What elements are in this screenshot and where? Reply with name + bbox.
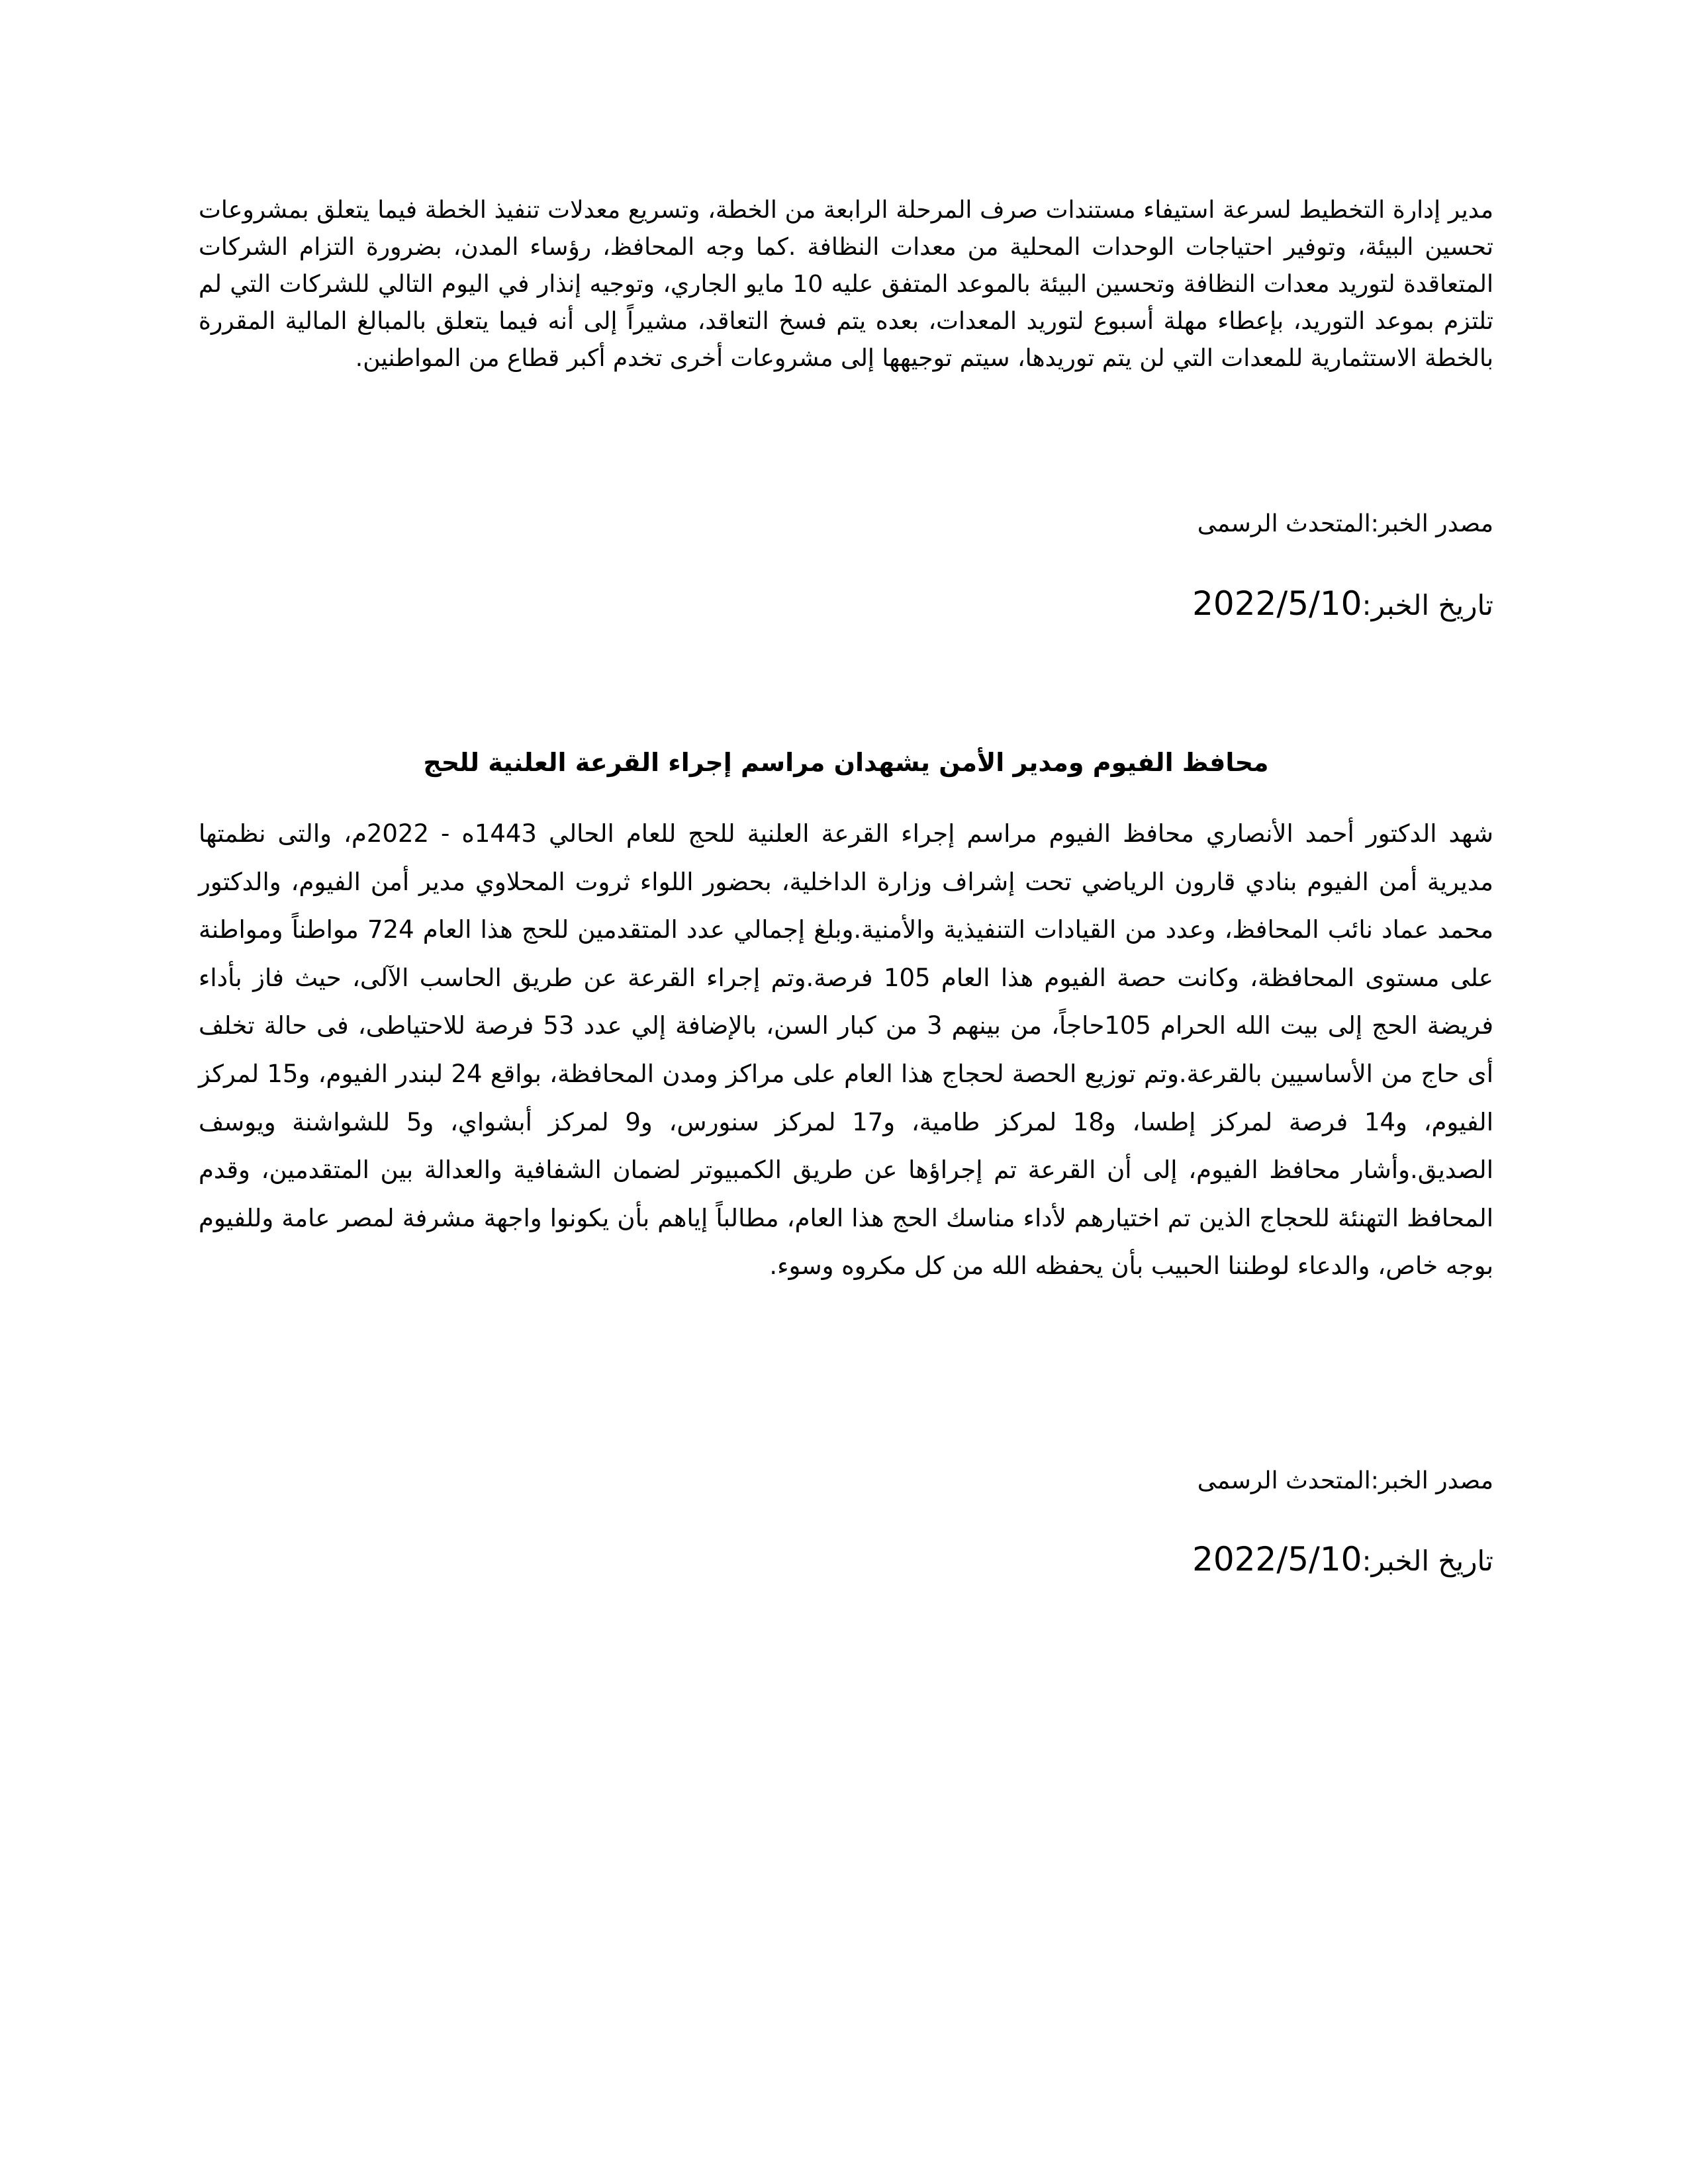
article-1-date-value: 2022/5/10 bbox=[1192, 584, 1362, 623]
article-2-date-label: تاريخ الخبر: bbox=[1362, 1545, 1493, 1577]
article-2-body: شهد الدكتور أحمد الأنصاري محافظ الفيوم مراسم إجراء القرعة العلنية للحج للعام الحالي 1443ه - 2022م، والتى نظمتها مديرية أمن الفيوم بنادي قارون الرياضي تحت إشراف وزارة الداخلية، بحضور اللواء ثروت المحلاوي مدير أمن الفيوم، والدكتور محمد عماد نائب المحافظ، وعدد من القيادات التنفيذية والأمنية.وبلغ إجمالي عدد المتقدمين للحج هذا العام 724 مواطناً ومواطنة على مستوى المحافظة، وكانت حصة الفيوم هذا العام 105 فرصة.وتم إجراء القرعة عن طريق الحاسب الآلى، حيث فاز بأداء فريضة الحج إلى بيت الله الحرام 105حاجاً، من بينهم 3 من كبار السن، بالإضافة إلي عدد 53 فرصة للاحتياطى، فى حالة تخلف أى حاج من الأساسيين بالقرعة.وتم توزيع الحصة لحجاج هذا العام على مراكز ومدن المحافظة، بواقع 24 لبندر الفيوم، و15 لمركز الفيوم، و14 فرصة لمركز إطسا، و18 لمركز طامية، و17 لمركز سنورس، و9 لمركز أبشواي، و5 للشواشنة ويوسف الصديق.وأشار محافظ الفيوم، إلى أن القرعة تم إجراؤها عن طريق الكمبيوتر لضمان الشفافية والعدالة بين المتقدمين، وقدم المحافظ التهنئة للحجاج الذين تم اختيارهم لأداء مناسك الحج هذا العام، مطالباً إياهم بأن يكونوا واجهة مشرفة لمصر عامة وللفيوم بوجه خاص، والدعاء لوطننا الحبيب بأن يحفظه الله من كل مكروه وسوء. bbox=[199, 819, 1494, 1281]
article-1-date-label: تاريخ الخبر: bbox=[1362, 589, 1493, 621]
article-2-date-value: 2022/5/10 bbox=[1192, 1540, 1362, 1578]
article-2-date bbox=[199, 1539, 1493, 1581]
article-2-headline: محافظ الفيوم ومدير الأمن يشهدان مراسم إجراء القرعة العلنية للحج bbox=[423, 748, 1269, 777]
article-1-date bbox=[199, 584, 1493, 625]
article-1-body: مدير إدارة التخطيط لسرعة استيفاء مستندات صرف المرحلة الرابعة من الخطة، وتسريع معدلات تنفيذ الخطة فيما يتعلق بمشروعات تحسين البيئة، وتوفير احتياجات الوحدات المحلية من معدات النظافة .كما وجه المحافظ، رؤساء المدن، بضرورة التزام الشركات المتعاقدة لتوريد معدات النظافة وتحسين البيئة بالموعد المتفق عليه 10 مايو الجاري، وتوجيه إنذار في اليوم التالي للشركات التي لم تلتزم بموعد التوريد، بإعطاء مهلة أسبوع لتوريد المعدات، بعده يتم فسخ التعاقد، مشيراً إلى أنه فيما يتعلق بالمبالغ المالية المقررة بالخطة الاستثمارية للمعدات التي لن يتم توريدها، سيتم توجيهها إلى مشروعات أخرى تخدم أكبر قطاع من المواطنين. bbox=[199, 197, 1494, 372]
article-2-source: مصدر الخبر:المتحدث الرسمى bbox=[1197, 1467, 1493, 1494]
article-1-source: مصدر الخبر:المتحدث الرسمى bbox=[1197, 510, 1493, 537]
